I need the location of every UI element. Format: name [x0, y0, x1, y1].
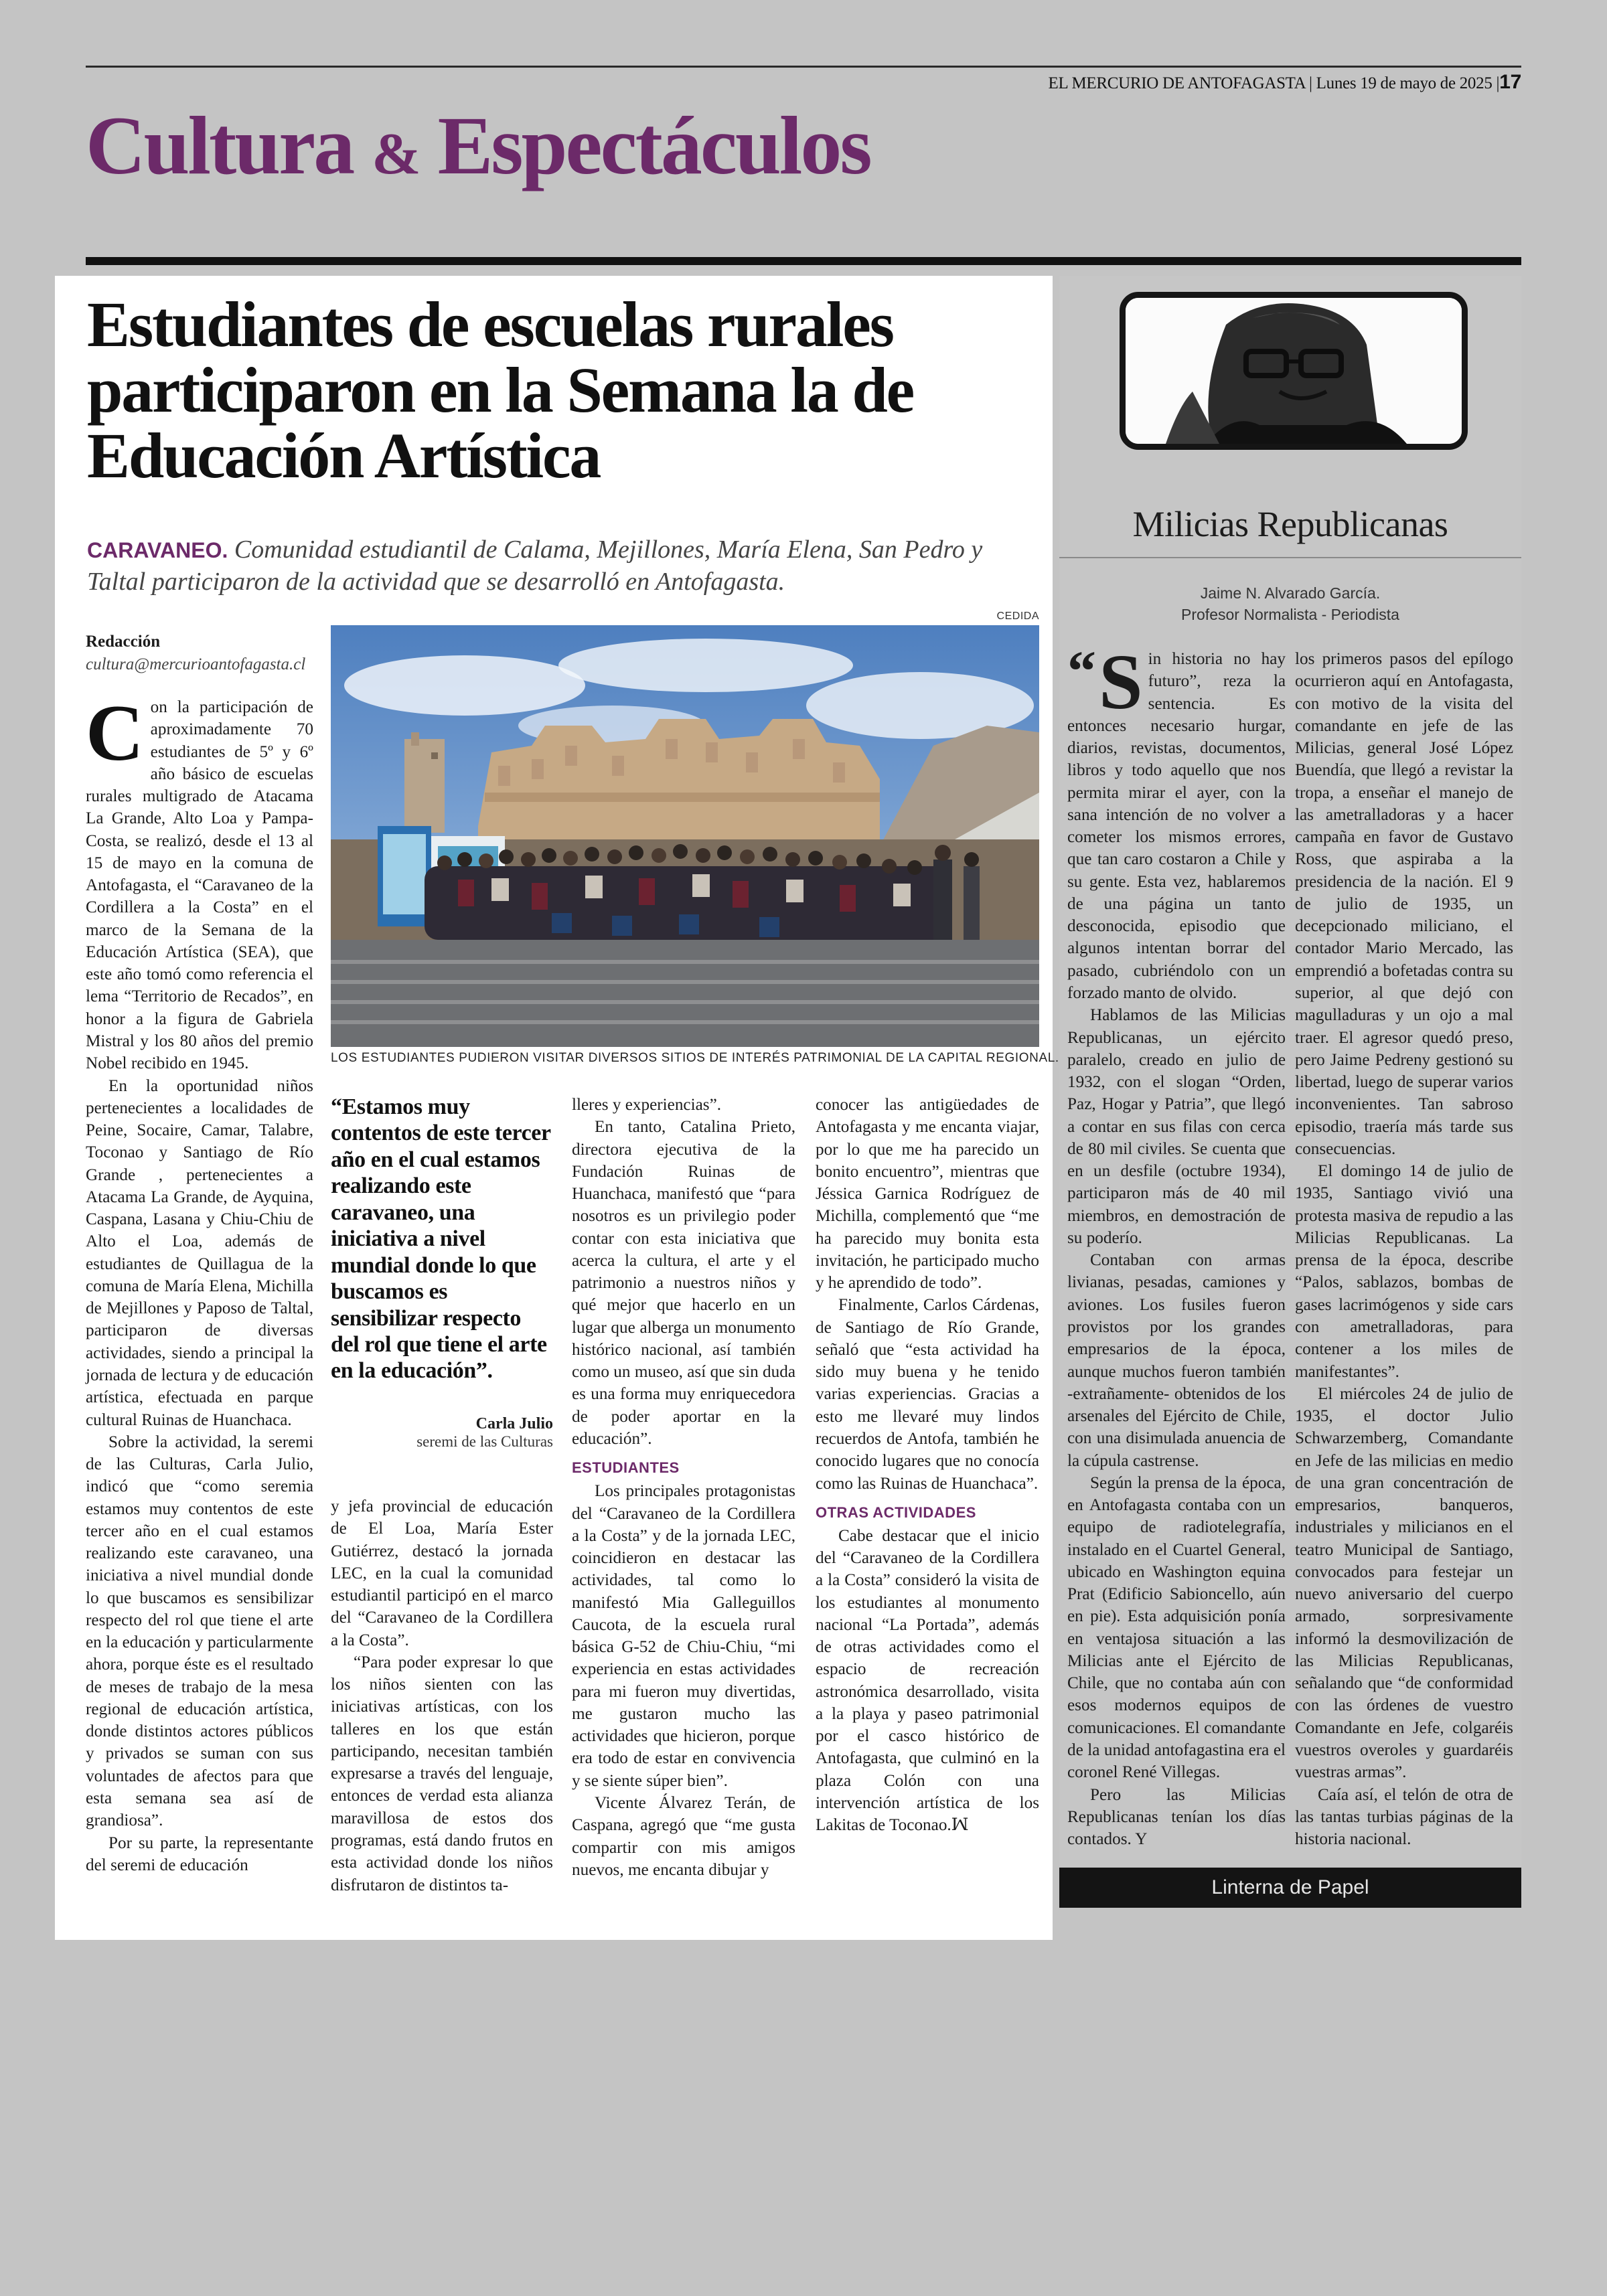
main-article: [55, 276, 1059, 1940]
section-title-amp: &: [372, 122, 419, 187]
photo-caption: LOS ESTUDIANTES PUDIERON VISITAR DIVERSOS SITIOS DE INTERÉS PATRIMONIAL DE LA CAPITAL REGIONAL.: [331, 1051, 1059, 1065]
article-paragraph: [86, 688, 313, 1075]
top-rule: [86, 66, 1521, 68]
byline-author: Redacción: [86, 633, 161, 651]
article-paragraph: “Para poder expresar lo que los niños sienten con las iniciativas artísticas, con los talleres en los que están participando, necesitan también expresarse a través del lenguaje, entonces de verdad esta alianza maravillosa de estos dos programas, está dando frutos en esta actividad donde los niños disfrutaron de distintos ta-: [331, 1653, 553, 1894]
article-lead: [87, 534, 1038, 598]
pull-quote-role: seremi de las Culturas: [416, 1432, 553, 1450]
author-portrait-illustration: [1126, 298, 1462, 444]
drop-cap: C: [86, 688, 144, 777]
quote-mark-icon: “: [1067, 639, 1096, 703]
paragraph-text: on la participación de aproximadamente 70 estudiantes de 5º y 6º año básico de escuelas rurales multigrado de Atacama La Grande, Alto Loa y Pampa-Costa, se realizó, desde el 13 al 15 de mayo en la comuna de Antofagasta, el “Caravaneo de la Cordillera a la Costa” en el marco de la Semana de la Educación Artística (SEA), que este año tomó como referencia el lema “Territorio de Recados”, en honor a la figura de Gabriela Mistral y los 80 años del premio Nobel recibido en 1945.: [86, 698, 313, 1073]
opinion-author-name: Jaime N. Alvarado García.: [1200, 584, 1381, 602]
section-title-part2: Espectáculos: [437, 100, 870, 191]
article-paragraph: [816, 1525, 1039, 1837]
group-photo-illustration: [331, 625, 1039, 1047]
article-paragraph: Vicente Álvarez Terán, de Caspana, agregó que “me gusta compartir con mis amigos nuevos, me encanta dibujar y: [572, 1794, 795, 1879]
opinion-paragraph: Caía así, el telón de otra de las tantas turbias páginas de la historia nacional.: [1295, 1785, 1513, 1849]
section-title-part1: Cultura: [86, 100, 354, 191]
article-photo: [331, 625, 1039, 1047]
opinion-paragraph: Hablamos de las Milicias Republicanas, un ejército paralelo, creado en julio de 1932, con el slogan “Orden, Paz, Hogar y Patria”, que llegó a contar en sus filas con cerca de 80 mil civiles. Se cuenta que en un desfile (octubre 1934), participaron más de 40 mil miembros, en demostración de su poderío.: [1067, 1006, 1286, 1247]
masthead: [1049, 71, 1521, 94]
article-paragraph: lleres y experiencias”.: [572, 1096, 722, 1114]
pull-quote-name: Carla Julio: [475, 1414, 553, 1432]
opinion-paragraph: Contaban con armas livianas, pesadas, camiones y aviones. Los fusiles fueron provistos por los grandes empresarios de la época, aunque muchos fueron también -extrañamente- obtenidos de los arsenales del Ejército de Chile, con una disimulada anuencia de la cúpula castrense.: [1067, 1251, 1286, 1470]
article-kicker: CARAVANEO.: [87, 538, 228, 562]
opinion-paragraph: Según la prensa de la época, en Antofagasta contaba con un equipo de radiotelegrafía, instalado en el Cuartel General, ubicado en Washington equina Prat (Edificio Sabioncello, aún en pie). Esta adquisición ponía en ventajosa situación a las Milicias ante el Ejército de Chile, que no contaba aún con esos modernos equipos de comunicaciones. El comandante de la unidad antofagastina era el coronel René Villegas.: [1067, 1473, 1286, 1782]
opinion-column: [1059, 276, 1521, 1908]
author-portrait: [1120, 292, 1468, 450]
photo-credit: CEDIDA: [996, 610, 1039, 622]
article-paragraph: conocer las antigüedades de Antofagasta y me encanta viajar, por lo que me ha parecido un bonito encuentro”, mientras que Jéssica Garnica Rodríguez de Michilla, complementó que “me ha parecido muy bonita esta invitación, he participado mucho y he aprendido de todo”.: [816, 1096, 1039, 1293]
opinion-column-2: [1295, 648, 1513, 1850]
article-paragraph: Finalmente, Carlos Cárdenas, de Santiago de Río Grande, señaló que “esta actividad ha sido muy buena y he tenido varias experiencias. Gracias a esto me llevaré muy lindos recuerdos de Antofa, también he conocido lugares que no conocía como las Ruinas de Huanchaca”.: [816, 1296, 1039, 1493]
subhead-estudiantes: ESTUDIANTES: [572, 1459, 680, 1477]
page-number: 17: [1499, 71, 1521, 93]
masthead-separator-2: |: [1496, 74, 1500, 92]
opinion-paragraph: los primeros pasos del epílogo ocurrieron aquí en Antofagasta, con motivo de la visita del comandante en jefe de las Milicias, general José López Buendía, que llegó a revistar la tropa, a enseñar el manejo de las ametralladoras y a hacer campaña en favor de Gustavo Ross, que aspiraba a la presidencia de la nación. El 9 de julio de 1935, un decepcionado miliciano, el contador Mario Mercado, las emprendió a bofetadas contra su superior, al que dejó con magulladuras y un ojo a mal traer. El agresor quedó preso, pero Jaime Pedreny gestionó su libertad, luego de superar varios inconvenientes. Tan sabroso episodio, traería más tarde sus consecuencias.: [1295, 650, 1513, 1158]
article-headline: Estudiantes de escuelas rurales participaron en la Semana la de Educación Artística: [87, 289, 914, 491]
article-lead-text: Comunidad estudiantil de Calama, Mejillones, María Elena, San Pedro y Taltal participaron de la actividad que se desarrolló en Antofagasta.: [87, 536, 983, 596]
section-rule: [86, 257, 1521, 265]
article-paragraph: Los principales protagonistas del “Caravaneo de la Cordillera a la Costa” y de la jornada LEC, coincidieron en destacar las actividades, tal como lo manifestó Mia Galleguillos Caucota, de la escuela rural básica G-52 de Chiu-Chiu, “mi experiencia en estas actividades para mi fueron muy divertidas, me gustaron mucho las actividades que hicieron, porque era todo de estar en convivencia y se siente súper bien”.: [572, 1482, 795, 1790]
article-column-1: [86, 688, 313, 1876]
section-title: [86, 100, 870, 191]
opinion-author-role: Profesor Normalista - Periodista: [1181, 606, 1399, 624]
opinion-paragraph: El domingo 14 de julio de 1935, Santiago vivió una protesta masiva de repudio a las Milicias Republicanas. La prensa de la época, describe “Palos, sablazos, bombas de gases lacrimógenos y side cars con ametralladoras, para contener a los miles de manifestantes”.: [1295, 1162, 1513, 1381]
article-paragraph: Sobre la actividad, la seremi de las Culturas, Carla Julio, indicó que “como seremia estamos muy contentos de este tercer año en el cual estamos realizando este caravaneo, una iniciativa a nivel mundial donde lo que buscamos es sensibilizar respecto del rol que tiene el arte en la educación y particularmente ahora, porque éste es el resultado de meses de trabajo de la mesa regional de educación artística, donde distintos actores públicos y privados se suman con sus voluntades de afectos para que esta semana sea así de grandiosa”.: [86, 1432, 313, 1830]
opinion-drop-cap: S: [1099, 638, 1143, 726]
byline: [86, 631, 313, 676]
article-column-4: [816, 1094, 1039, 1837]
subhead-otras-actividades: OTRAS ACTIVIDADES: [816, 1503, 976, 1521]
end-mark-icon: ꟽ: [951, 1816, 969, 1835]
masthead-date: Lunes 19 de mayo de 2025: [1316, 74, 1493, 92]
byline-email[interactable]: cultura@mercurioantofagasta.cl: [86, 655, 306, 673]
pull-quote-text: “Estamos muy contentos de este tercer año en el cual estamos realizando este caravaneo, una iniciativa a nivel mundial donde lo que buscamos es sensibilizar respecto del rol que tiene el arte en la educación”.: [331, 1094, 551, 1384]
pull-quote: [331, 1094, 553, 1451]
opinion-paragraph: [1067, 638, 1286, 1004]
masthead-separator: |: [1308, 74, 1312, 92]
article-column-2: [331, 1495, 553, 1896]
article-column-3: [572, 1094, 795, 1881]
opinion-paragraph: El miércoles 24 de julio de 1935, el doctor Julio Schwarzemberg, Comandante en Jefe de las milicias en medio de una gran concentración de empresarios, banqueros, industriales y milicianos en el teatro Municipal de Santiago, convocados para festejar un nuevo aniversario del cuerpo armado, sorpresivamente informó la desmovilización de las Milicias Republicanas, señalando que “de conformidad con las órdenes de vuestro Comandante en Jefe, colgaréis vuestros overoles y guardaréis vuestras armas”.: [1295, 1384, 1513, 1782]
article-paragraph: En tanto, Catalina Prieto, directora ejecutiva de la Fundación Ruinas de Huanchaca, manifestó que “para nosotros es un privilegio poder contar con esta iniciativa que acerca la cultura, el arte y el patrimonio a nuestros niños y qué mejor que hacerlo en un lugar que alberga un monumento histórico nacional, así también como un museo, así que sin duda es una forma muy enriquecedora de poder aportar en la educación”.: [572, 1118, 795, 1448]
opinion-rule: [1059, 557, 1521, 558]
opinion-title: Milicias Republicanas: [1132, 504, 1448, 544]
article-paragraph: y jefa provincial de educación de El Loa, María Ester Gutiérrez, destacó la jornada LEC, en la cual la comunidad estudiantil participó en el marco del “Caravaneo de la Cordillera a la Costa”.: [331, 1497, 553, 1649]
paragraph-text: Cabe destacar que el inicio del “Caravaneo de la Cordillera a la Costa” consideró la visita de los estudiantes al monumento nacional “La Portada”, además de otras actividades como el espacio de recreación astronómica desarrollado, visita a la playa y paseo patrimonial por el casco histórico de Antofagasta, que culminó en la plaza Colón con una intervención artística de los Lakitas de Toconao.: [816, 1526, 1039, 1835]
opinion-column-1: [1067, 638, 1286, 1850]
article-paragraph: En la oportunidad niños pertenecientes a localidades de Peine, Socaire, Camar, Talabre, Toconao y Santiago de Río Grande , pertenecientes a Atacama La Grande, de Ayquina, Caspana, Lasana y Chiu-Chiu de Alto el Loa, además de estudiantes de Quillagua de la comuna de María Elena, Michilla de Mejillones y Paposo de Taltal, participaron de diversas actividades, siendo a principal la jornada de lectura y de educación artística, efectuada en parque cultural Ruinas de Huanchaca.: [86, 1076, 313, 1429]
opinion-paragraph: Pero las Milicias Republicanas tenían los días contados. Y: [1067, 1785, 1286, 1849]
opinion-author: [1059, 582, 1521, 625]
opinion-footer: Linterna de Papel: [1059, 1868, 1521, 1908]
masthead-paper: EL MERCURIO DE ANTOFAGASTA: [1048, 74, 1306, 92]
article-paragraph: Por su parte, la representante del seremi de educación: [86, 1833, 313, 1874]
paragraph-text: in historia no hay futuro”, reza la sentencia. Es entonces necesario hurgar, diarios, revistas, documentos, libros y todo aquello que nos permita mirar el ayer, con la sana intención de no volver a cometer los mismos errores, que tan caro costaron a Chile y su gente. Esta vez, hablaremos de una página un tanto desconocida, episodio que algunos intentan borrar del pasado, cubriéndolo con un forzado manto de olvido.: [1067, 650, 1286, 1002]
